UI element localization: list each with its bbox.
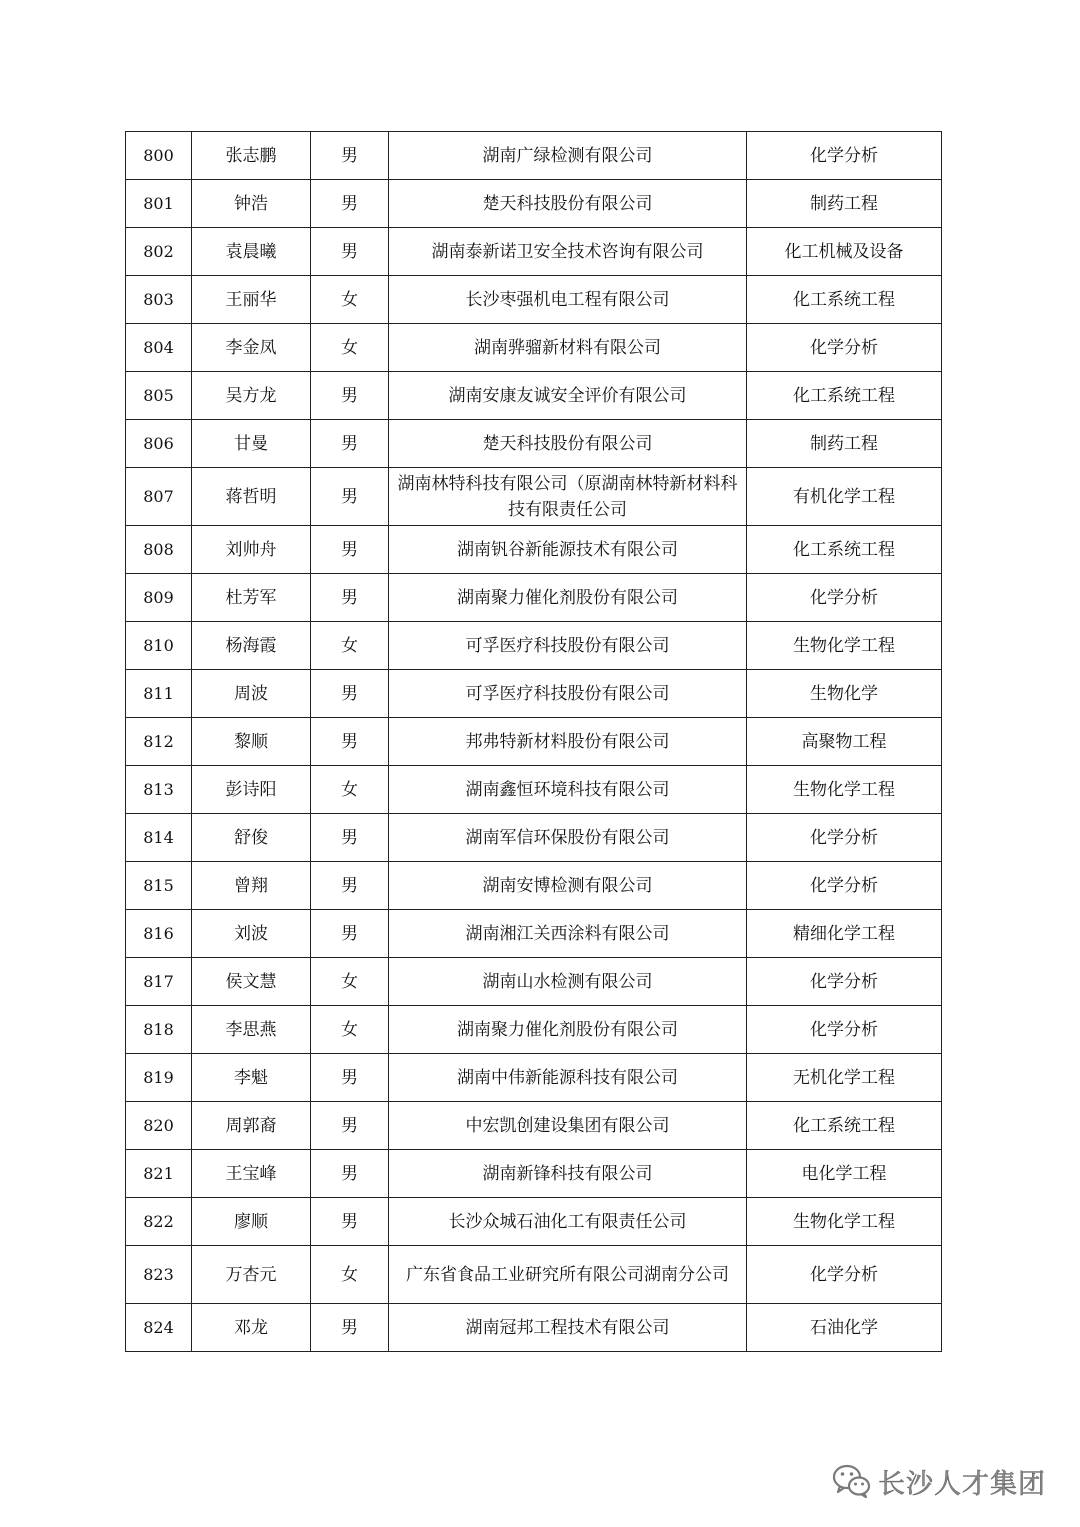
company-name-cell: 湖南湘江关西涂料有限公司 xyxy=(389,910,747,958)
person-name-cell: 彭诗阳 xyxy=(192,766,311,814)
major-cell: 化工系统工程 xyxy=(747,276,942,324)
major-cell: 石油化学 xyxy=(747,1304,942,1352)
table-row xyxy=(126,324,942,372)
company-name-cell: 湖南骅骝新材料有限公司 xyxy=(389,324,747,372)
person-name-cell: 刘波 xyxy=(192,910,311,958)
company-name-cell: 湖南泰新诺卫安全技术咨询有限公司 xyxy=(389,228,747,276)
company-name-cell: 湖南聚力催化剂股份有限公司 xyxy=(389,574,747,622)
gender-cell: 男 xyxy=(311,228,389,276)
table-row xyxy=(126,1198,942,1246)
major-cell: 生物化学工程 xyxy=(747,1198,942,1246)
table-row xyxy=(126,910,942,958)
row-number-cell: 808 xyxy=(126,526,192,574)
person-name-cell: 甘曼 xyxy=(192,420,311,468)
major-cell: 化学分析 xyxy=(747,862,942,910)
table-row xyxy=(126,622,942,670)
major-cell: 生物化学工程 xyxy=(747,766,942,814)
gender-cell: 女 xyxy=(311,622,389,670)
major-cell: 化学分析 xyxy=(747,1246,942,1304)
person-name-cell: 黎顺 xyxy=(192,718,311,766)
company-name-cell: 可孚医疗科技股份有限公司 xyxy=(389,622,747,670)
major-cell: 生物化学 xyxy=(747,670,942,718)
gender-cell: 男 xyxy=(311,910,389,958)
company-name-cell: 湖南冠邦工程技术有限公司 xyxy=(389,1304,747,1352)
row-number-cell: 816 xyxy=(126,910,192,958)
gender-cell: 男 xyxy=(311,814,389,862)
major-cell: 化学分析 xyxy=(747,132,942,180)
wechat-icon xyxy=(832,1463,872,1499)
major-cell: 电化学工程 xyxy=(747,1150,942,1198)
major-cell: 化工系统工程 xyxy=(747,372,942,420)
gender-cell: 男 xyxy=(311,1304,389,1352)
row-number-cell: 821 xyxy=(126,1150,192,1198)
company-name-cell: 湖南广绿检测有限公司 xyxy=(389,132,747,180)
row-number-cell: 819 xyxy=(126,1054,192,1102)
major-cell: 有机化学工程 xyxy=(747,468,942,526)
table-row xyxy=(126,1304,942,1352)
table-row xyxy=(126,1006,942,1054)
company-name-cell: 湖南钒谷新能源技术有限公司 xyxy=(389,526,747,574)
major-cell: 制药工程 xyxy=(747,180,942,228)
company-name-cell: 可孚医疗科技股份有限公司 xyxy=(389,670,747,718)
row-number-cell: 810 xyxy=(126,622,192,670)
row-number-cell: 802 xyxy=(126,228,192,276)
table-row xyxy=(126,814,942,862)
table-row xyxy=(126,958,942,1006)
table-row xyxy=(126,132,942,180)
major-cell: 化学分析 xyxy=(747,324,942,372)
row-number-cell: 813 xyxy=(126,766,192,814)
gender-cell: 女 xyxy=(311,766,389,814)
company-name-cell: 中宏凯创建设集团有限公司 xyxy=(389,1102,747,1150)
row-number-cell: 814 xyxy=(126,814,192,862)
roster-table xyxy=(125,131,942,1352)
person-name-cell: 王宝峰 xyxy=(192,1150,311,1198)
table-row xyxy=(126,1102,942,1150)
person-name-cell: 李魁 xyxy=(192,1054,311,1102)
company-name-cell: 湖南中伟新能源科技有限公司 xyxy=(389,1054,747,1102)
table-row xyxy=(126,276,942,324)
gender-cell: 男 xyxy=(311,420,389,468)
gender-cell: 女 xyxy=(311,958,389,1006)
table-row xyxy=(126,670,942,718)
major-cell: 精细化学工程 xyxy=(747,910,942,958)
row-number-cell: 803 xyxy=(126,276,192,324)
major-cell: 化工机械及设备 xyxy=(747,228,942,276)
major-cell: 化学分析 xyxy=(747,814,942,862)
company-name-cell: 湖南林特科技有限公司（原湖南林特新材料科技有限责任公司 xyxy=(389,468,747,526)
table-row xyxy=(126,1054,942,1102)
company-name-cell: 楚天科技股份有限公司 xyxy=(389,180,747,228)
row-number-cell: 812 xyxy=(126,718,192,766)
roster-body xyxy=(126,132,942,1352)
major-cell: 无机化学工程 xyxy=(747,1054,942,1102)
row-number-cell: 817 xyxy=(126,958,192,1006)
person-name-cell: 万杏元 xyxy=(192,1246,311,1304)
person-name-cell: 刘帅舟 xyxy=(192,526,311,574)
gender-cell: 男 xyxy=(311,1054,389,1102)
company-name-cell: 广东省食品工业研究所有限公司湖南分公司 xyxy=(389,1246,747,1304)
gender-cell: 男 xyxy=(311,526,389,574)
row-number-cell: 811 xyxy=(126,670,192,718)
person-name-cell: 杨海霞 xyxy=(192,622,311,670)
gender-cell: 男 xyxy=(311,718,389,766)
table-row xyxy=(126,420,942,468)
gender-cell: 男 xyxy=(311,1102,389,1150)
major-cell: 化学分析 xyxy=(747,574,942,622)
person-name-cell: 钟浩 xyxy=(192,180,311,228)
row-number-cell: 805 xyxy=(126,372,192,420)
row-number-cell: 800 xyxy=(126,132,192,180)
gender-cell: 男 xyxy=(311,132,389,180)
person-name-cell: 邓龙 xyxy=(192,1304,311,1352)
row-number-cell: 806 xyxy=(126,420,192,468)
row-number-cell: 807 xyxy=(126,468,192,526)
person-name-cell: 周波 xyxy=(192,670,311,718)
gender-cell: 女 xyxy=(311,1246,389,1304)
major-cell: 高聚物工程 xyxy=(747,718,942,766)
table-row xyxy=(126,574,942,622)
row-number-cell: 815 xyxy=(126,862,192,910)
watermark-text: 长沙人才集团 xyxy=(878,1468,1046,1500)
major-cell: 生物化学工程 xyxy=(747,622,942,670)
gender-cell: 女 xyxy=(311,276,389,324)
person-name-cell: 张志鹏 xyxy=(192,132,311,180)
person-name-cell: 李金凤 xyxy=(192,324,311,372)
table-row xyxy=(126,766,942,814)
person-name-cell: 袁晨曦 xyxy=(192,228,311,276)
gender-cell: 男 xyxy=(311,372,389,420)
major-cell: 制药工程 xyxy=(747,420,942,468)
row-number-cell: 804 xyxy=(126,324,192,372)
person-name-cell: 曾翔 xyxy=(192,862,311,910)
major-cell: 化工系统工程 xyxy=(747,1102,942,1150)
company-name-cell: 长沙枣强机电工程有限公司 xyxy=(389,276,747,324)
major-cell: 化工系统工程 xyxy=(747,526,942,574)
row-number-cell: 823 xyxy=(126,1246,192,1304)
gender-cell: 男 xyxy=(311,574,389,622)
person-name-cell: 舒俊 xyxy=(192,814,311,862)
company-name-cell: 湖南聚力催化剂股份有限公司 xyxy=(389,1006,747,1054)
major-cell: 化学分析 xyxy=(747,958,942,1006)
company-name-cell: 长沙众城石油化工有限责任公司 xyxy=(389,1198,747,1246)
table-row xyxy=(126,862,942,910)
person-name-cell: 吴方龙 xyxy=(192,372,311,420)
gender-cell: 男 xyxy=(311,1150,389,1198)
gender-cell: 男 xyxy=(311,1198,389,1246)
gender-cell: 男 xyxy=(311,468,389,526)
table-row xyxy=(126,718,942,766)
table-row xyxy=(126,1246,942,1304)
table-row xyxy=(126,526,942,574)
company-name-cell: 湖南鑫恒环境科技有限公司 xyxy=(389,766,747,814)
gender-cell: 男 xyxy=(311,670,389,718)
table-row xyxy=(126,180,942,228)
major-cell: 化学分析 xyxy=(747,1006,942,1054)
row-number-cell: 809 xyxy=(126,574,192,622)
person-name-cell: 李思燕 xyxy=(192,1006,311,1054)
watermark xyxy=(832,1461,1046,1501)
person-name-cell: 周郭裔 xyxy=(192,1102,311,1150)
person-name-cell: 杜芳军 xyxy=(192,574,311,622)
company-name-cell: 楚天科技股份有限公司 xyxy=(389,420,747,468)
company-name-cell: 邦弗特新材料股份有限公司 xyxy=(389,718,747,766)
row-number-cell: 818 xyxy=(126,1006,192,1054)
company-name-cell: 湖南山水检测有限公司 xyxy=(389,958,747,1006)
company-name-cell: 湖南安博检测有限公司 xyxy=(389,862,747,910)
company-name-cell: 湖南安康友诚安全评价有限公司 xyxy=(389,372,747,420)
gender-cell: 男 xyxy=(311,862,389,910)
row-number-cell: 820 xyxy=(126,1102,192,1150)
table-row xyxy=(126,372,942,420)
row-number-cell: 824 xyxy=(126,1304,192,1352)
table-row xyxy=(126,468,942,526)
row-number-cell: 801 xyxy=(126,180,192,228)
row-number-cell: 822 xyxy=(126,1198,192,1246)
company-name-cell: 湖南新锋科技有限公司 xyxy=(389,1150,747,1198)
gender-cell: 女 xyxy=(311,1006,389,1054)
table-row xyxy=(126,228,942,276)
gender-cell: 男 xyxy=(311,180,389,228)
person-name-cell: 廖顺 xyxy=(192,1198,311,1246)
person-name-cell: 王丽华 xyxy=(192,276,311,324)
person-name-cell: 侯文慧 xyxy=(192,958,311,1006)
person-name-cell: 蒋哲明 xyxy=(192,468,311,526)
company-name-cell: 湖南军信环保股份有限公司 xyxy=(389,814,747,862)
gender-cell: 女 xyxy=(311,324,389,372)
table-row xyxy=(126,1150,942,1198)
